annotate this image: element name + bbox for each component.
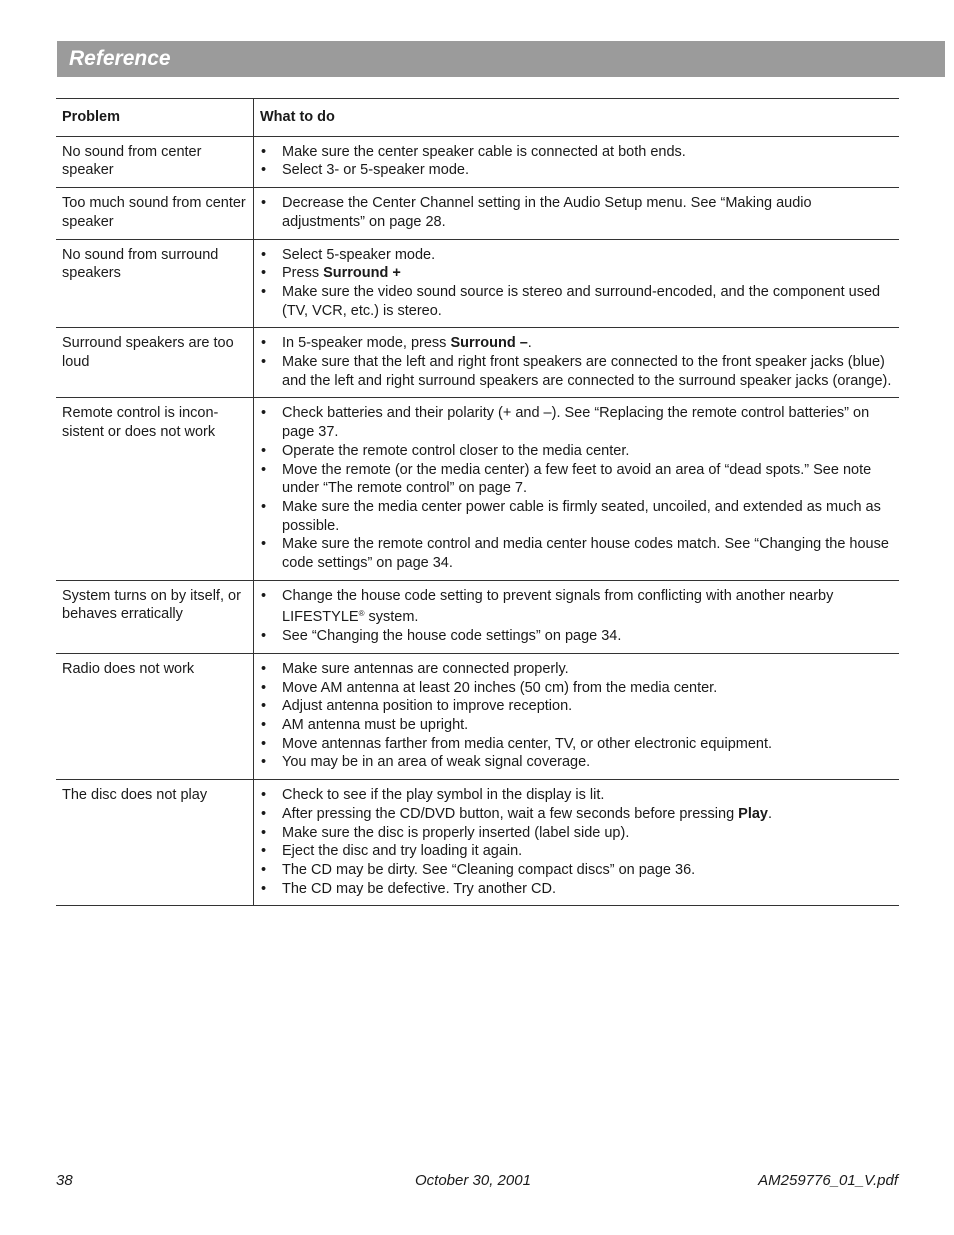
what-to-do-cell <box>254 580 900 653</box>
step-item <box>260 786 893 805</box>
steps-list <box>260 786 893 898</box>
step-text: Operate the remote control closer to the media center. <box>282 442 630 459</box>
step-item <box>260 824 893 843</box>
page-number: 38 <box>56 1172 73 1189</box>
step-text: Make sure antennas are connected properly. <box>282 660 569 677</box>
button-name-emphasis: Surround – <box>450 335 528 352</box>
step-text: Make sure the video sound source is stereo and surround-encoded, and the component used (TV, VCR, etc.) is stereo. <box>282 283 881 319</box>
table-row <box>56 653 899 779</box>
steps-list <box>260 660 893 772</box>
button-name-emphasis: Surround + <box>323 265 401 282</box>
step-text: See “Changing the house code settings” on page 34. <box>282 628 622 645</box>
table-row <box>56 580 899 653</box>
step-item <box>260 194 893 231</box>
what-to-do-cell <box>254 653 900 779</box>
column-header-problem: Problem <box>56 99 254 137</box>
step-item <box>260 353 893 390</box>
problem-cell: No sound from surround speakers <box>56 239 254 328</box>
steps-list <box>260 143 893 180</box>
steps-list <box>260 404 893 572</box>
table-row <box>56 780 899 906</box>
step-item <box>260 442 893 461</box>
step-text: Press <box>282 265 324 282</box>
steps-list <box>260 334 893 390</box>
steps-list <box>260 194 893 231</box>
step-text: Select 3- or 5-speaker mode. <box>282 162 469 179</box>
step-item <box>260 861 893 880</box>
table-row <box>56 239 899 328</box>
table-body <box>56 136 899 906</box>
step-item <box>260 805 893 824</box>
step-text: Make sure that the left and right front speakers are connected to the front speaker jacks (blue) and the left and right surround speakers are connected to the surround speaker jacks (orange). <box>282 354 892 389</box>
step-item <box>260 697 893 716</box>
step-item <box>260 246 893 265</box>
step-item <box>260 535 893 572</box>
step-item <box>260 161 893 180</box>
table-row <box>56 398 899 580</box>
step-text: Make sure the disc is properly inserted (label side up). <box>282 824 630 841</box>
step-text: . <box>768 805 773 822</box>
step-item <box>260 679 893 698</box>
step-item <box>260 716 893 735</box>
step-item <box>260 334 893 353</box>
troubleshooting-table <box>56 98 899 906</box>
problem-cell: Too much sound from center speaker <box>56 188 254 239</box>
step-item <box>260 587 893 627</box>
table-header-row <box>56 99 899 137</box>
table-row <box>56 136 899 187</box>
step-text: After pressing the CD/DVD button, wait a few seconds before pressing <box>282 805 739 822</box>
steps-list <box>260 246 893 321</box>
step-item <box>260 143 893 162</box>
problem-cell: Surround speakers are too loud <box>56 328 254 398</box>
step-item <box>260 404 893 441</box>
step-item <box>260 842 893 861</box>
step-item <box>260 627 893 646</box>
table-row <box>56 188 899 239</box>
step-text: Move antennas farther from media center, TV, or other electronic equipment. <box>282 735 773 752</box>
step-text: Decrease the Center Channel setting in the Audio Setup menu. See “Making audio adjustments” on page 28. <box>282 195 812 230</box>
step-text: Make sure the center speaker cable is connected at both ends. <box>282 143 686 160</box>
step-text: In 5-speaker mode, press <box>282 335 451 352</box>
step-item <box>260 735 893 754</box>
step-text: Make sure the remote control and media center house codes match. See “Changing the house code settings” on page 34. <box>282 536 889 572</box>
step-item <box>260 660 893 679</box>
table-row <box>56 328 899 398</box>
footer-filename: AM259776_01_V.pdf <box>758 1172 898 1189</box>
step-item <box>260 498 893 535</box>
step-item <box>260 264 893 283</box>
button-name-emphasis: Play <box>738 805 769 822</box>
step-text: Make sure the media center power cable is firmly seated, uncoiled, and extended as much as possible. <box>282 498 881 534</box>
step-text: AM antenna must be upright. <box>282 716 469 733</box>
problem-cell: Radio does not work <box>56 653 254 779</box>
what-to-do-cell <box>254 239 900 328</box>
step-text: The CD may be dirty. See “Cleaning compact discs” on page 36. <box>282 861 696 878</box>
step-text: . <box>527 335 532 352</box>
step-text: You may be in an area of weak signal coverage. <box>282 754 591 771</box>
step-text: Eject the disc and try loading it again. <box>282 843 523 860</box>
problem-cell: System turns on by itself, or behaves erratically <box>56 580 254 653</box>
step-text: system. <box>364 609 419 626</box>
registered-mark: ® <box>358 609 365 619</box>
problem-cell: The disc does not play <box>56 780 254 906</box>
what-to-do-cell <box>254 136 900 187</box>
what-to-do-cell <box>254 328 900 398</box>
step-text: Adjust antenna position to improve reception. <box>282 698 573 715</box>
footer-date: October 30, 2001 <box>415 1172 531 1189</box>
step-item <box>260 753 893 772</box>
step-item <box>260 461 893 498</box>
step-text: Check to see if the play symbol in the display is lit. <box>282 787 605 804</box>
step-text: Move AM antenna at least 20 inches (50 cm) from the media center. <box>282 679 718 696</box>
step-text: Change the house code setting to prevent signals from conflicting with another nearby LIFESTYLE <box>282 587 834 626</box>
step-text: Select 5-speaker mode. <box>282 246 436 263</box>
column-header-what-to-do: What to do <box>254 99 900 137</box>
what-to-do-cell <box>254 780 900 906</box>
step-item <box>260 880 893 899</box>
step-text: Check batteries and their polarity (+ and –). See “Replacing the remote control batteries” on page 37. <box>282 405 870 441</box>
what-to-do-cell <box>254 398 900 580</box>
step-text: Move the remote (or the media center) a few feet to avoid an area of “dead spots.” See note under “The remote control” on page 7. <box>282 461 872 497</box>
problem-cell: Remote control is incon-sistent or does not work <box>56 398 254 580</box>
step-text: The CD may be defective. Try another CD. <box>282 880 556 897</box>
problem-cell: No sound from center speaker <box>56 136 254 187</box>
section-header-bar <box>57 41 945 77</box>
what-to-do-cell <box>254 188 900 239</box>
step-item <box>260 283 893 320</box>
section-title: Reference <box>69 47 171 70</box>
steps-list <box>260 587 893 646</box>
